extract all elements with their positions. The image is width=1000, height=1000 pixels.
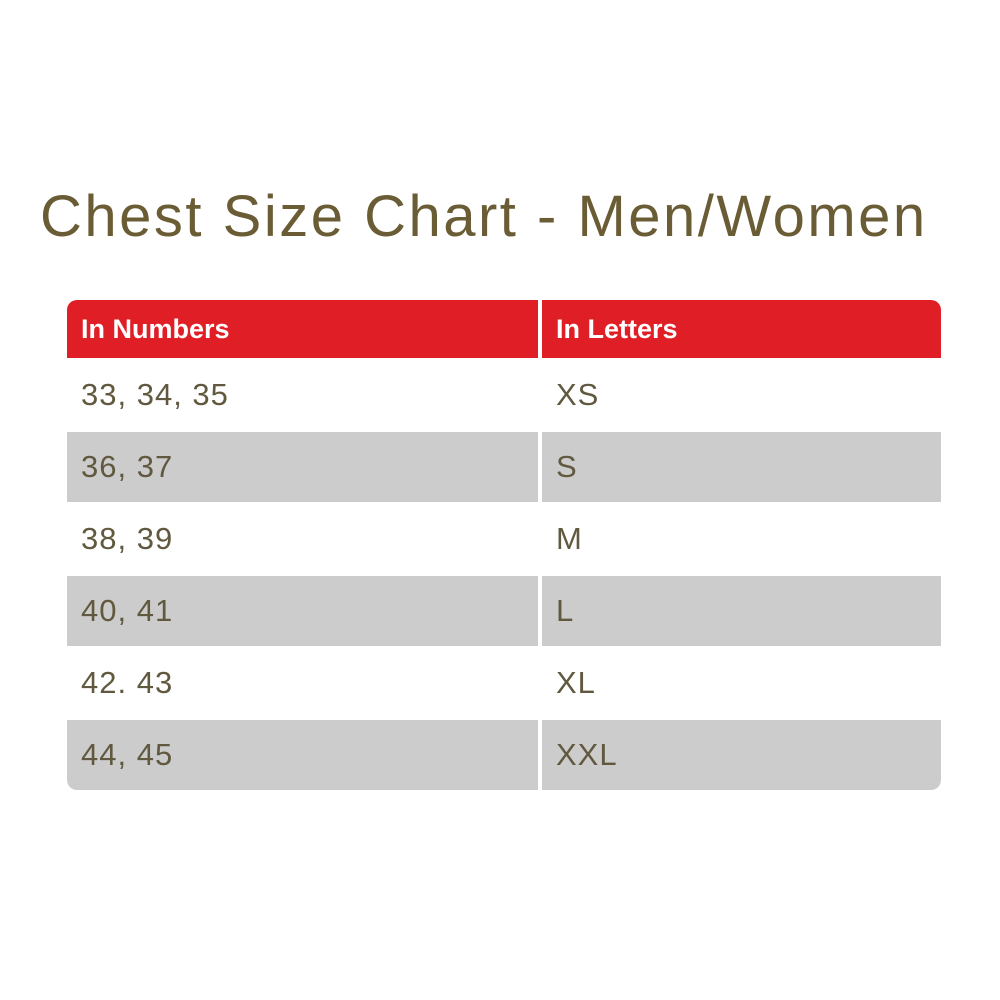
table-row-xxl — [67, 720, 941, 790]
cell-numbers: 40, 41 — [67, 576, 538, 646]
page-title: Chest Size Chart - Men/Women — [40, 184, 928, 249]
table-row-xl — [67, 648, 941, 718]
table-row-l — [67, 576, 941, 646]
cell-numbers: 33, 34, 35 — [67, 360, 538, 430]
table-row-m — [67, 504, 941, 574]
column-header-in-numbers: In Numbers — [67, 300, 538, 358]
column-header-in-letters: In Letters — [542, 300, 941, 358]
table-row-s — [67, 432, 941, 502]
cell-letters: L — [542, 576, 941, 646]
cell-numbers: 42. 43 — [67, 648, 538, 718]
table-header-row — [67, 300, 941, 358]
cell-letters: XXL — [542, 720, 941, 790]
cell-letters: M — [542, 504, 941, 574]
cell-letters: S — [542, 432, 941, 502]
cell-numbers: 44, 45 — [67, 720, 538, 790]
cell-letters: XL — [542, 648, 941, 718]
table-row-xs — [67, 360, 941, 430]
cell-numbers: 38, 39 — [67, 504, 538, 574]
cell-letters: XS — [542, 360, 941, 430]
size-chart-table — [67, 300, 941, 790]
cell-numbers: 36, 37 — [67, 432, 538, 502]
